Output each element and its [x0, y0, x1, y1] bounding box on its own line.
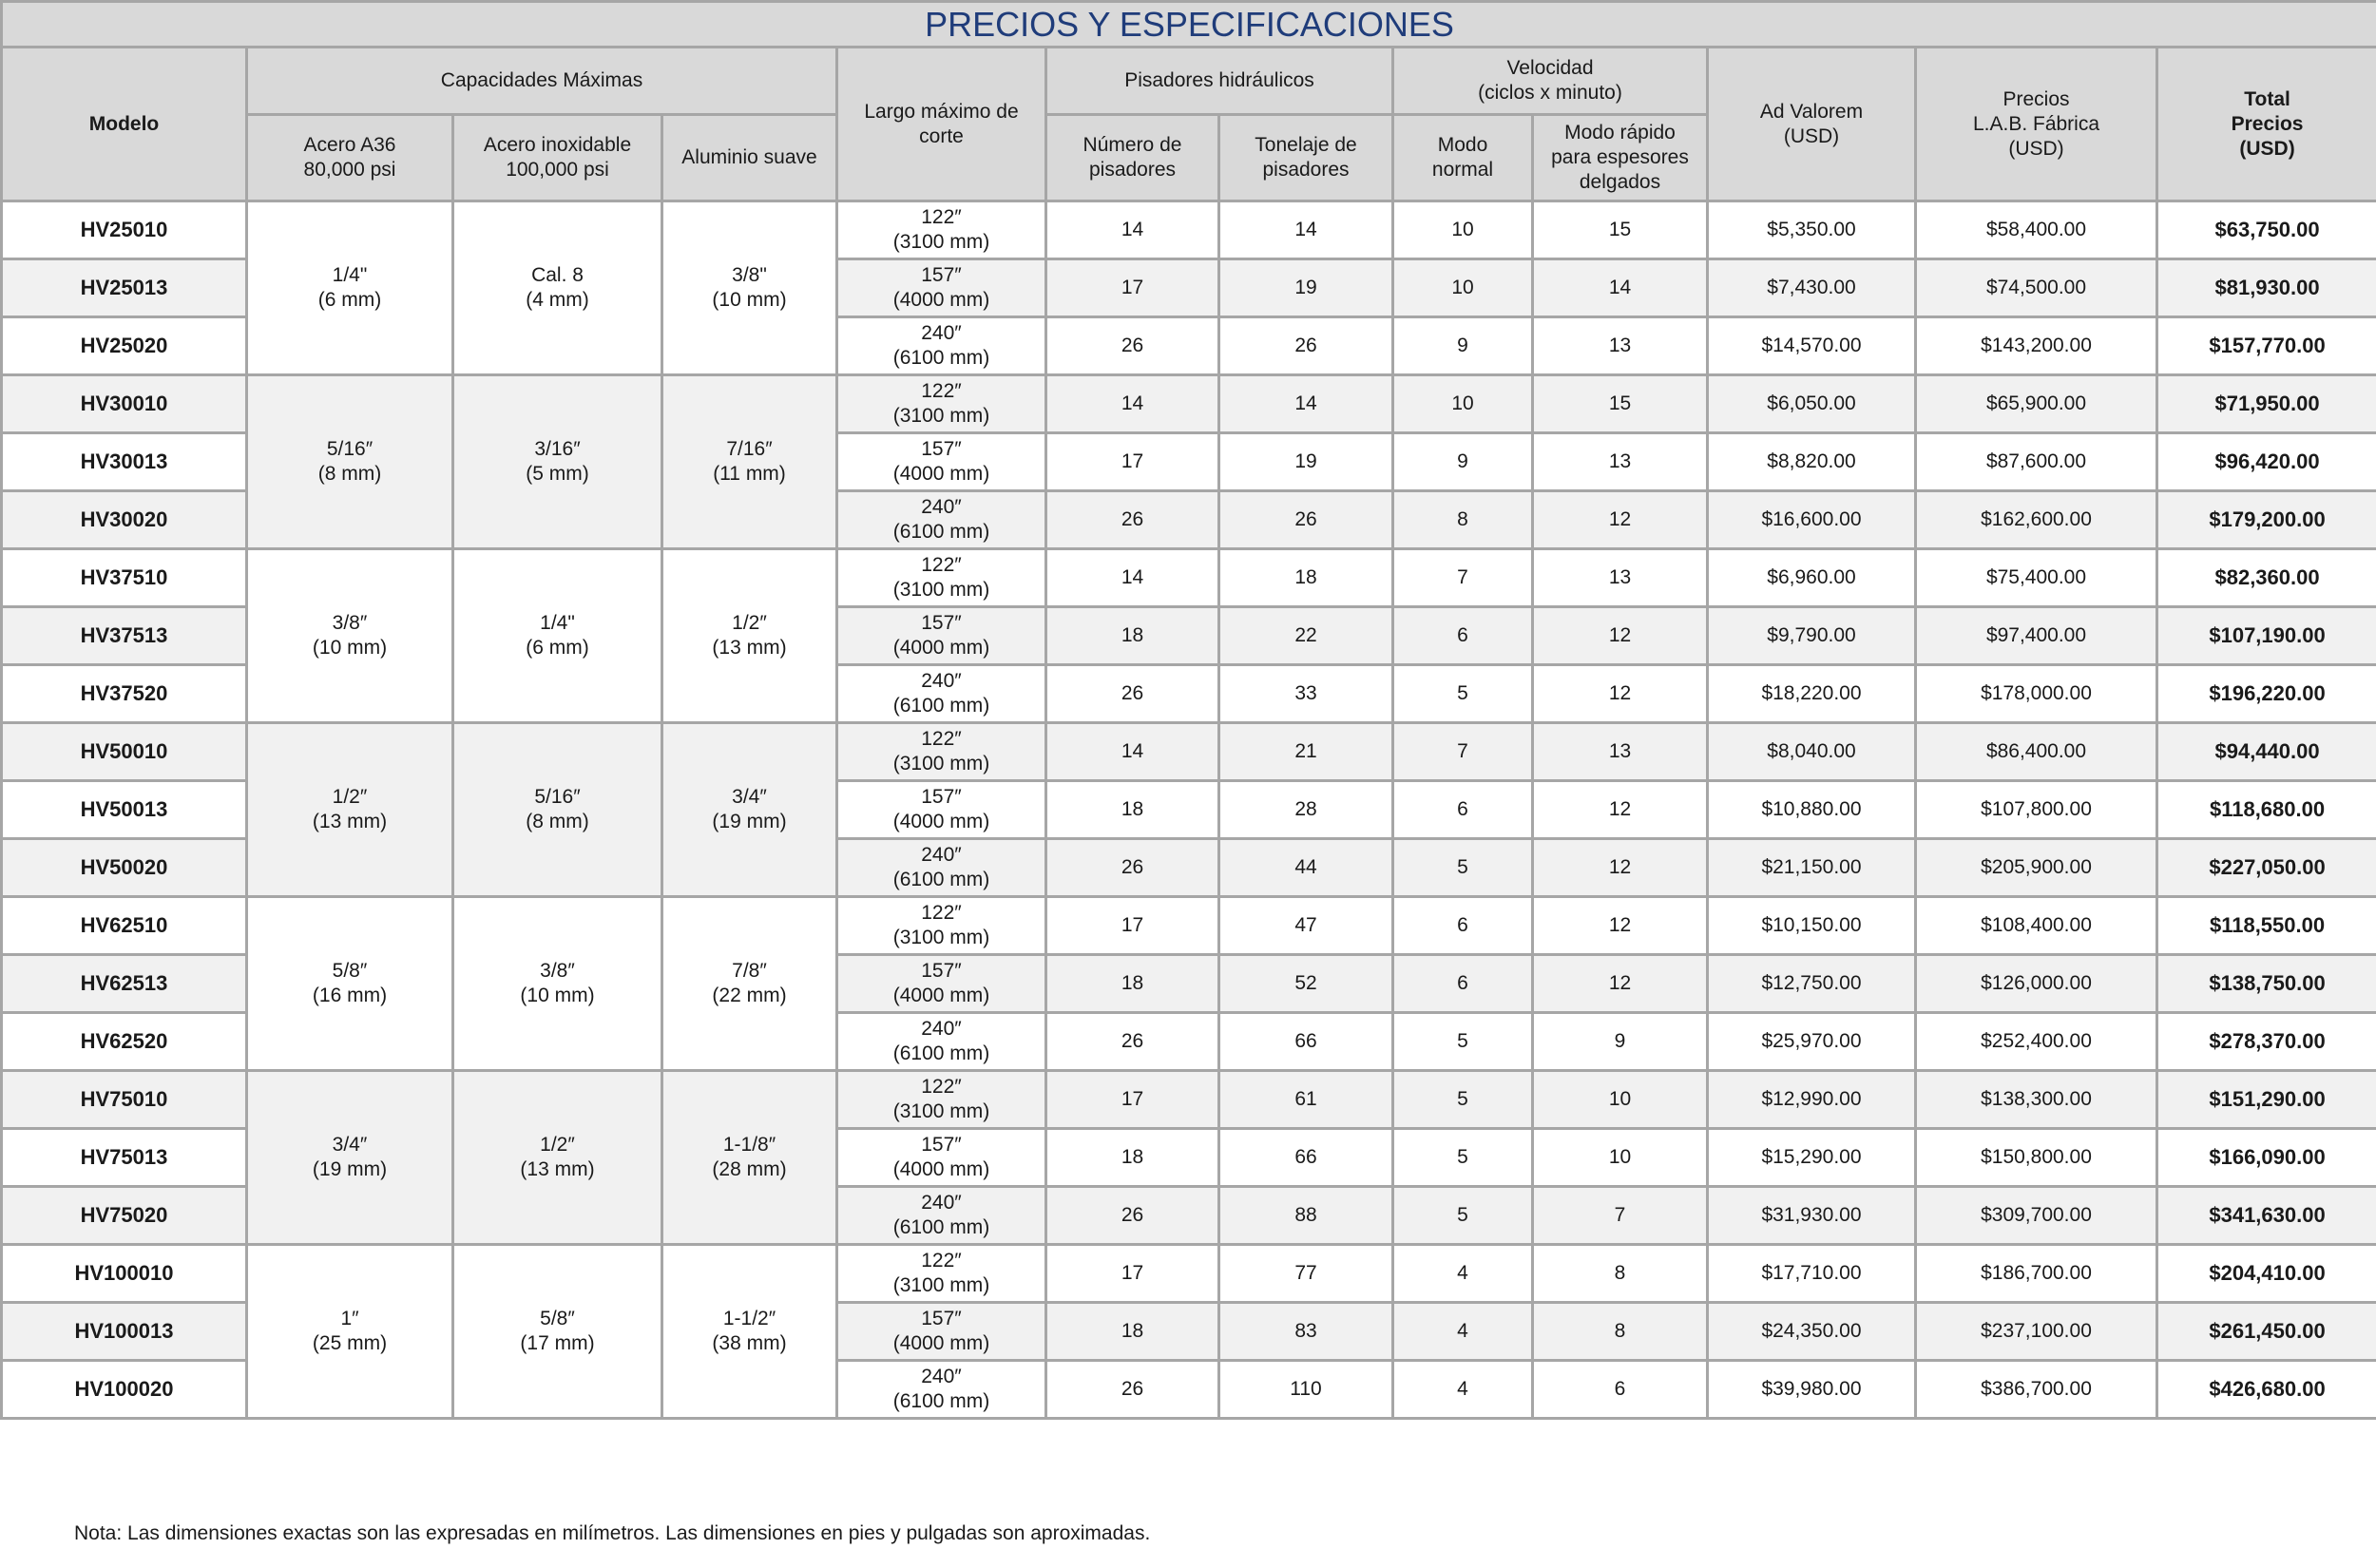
- cell-modo-rapido: 12: [1533, 665, 1708, 723]
- cell-ad-valorem: $14,570.00: [1708, 317, 1916, 375]
- cell-largo: 240″ (6100 mm): [837, 1187, 1046, 1245]
- cell-modo-normal: 8: [1393, 491, 1533, 549]
- cell-ad-valorem: $10,880.00: [1708, 781, 1916, 839]
- cell-aluminio: 1-1/8″ (28 mm): [662, 1071, 837, 1245]
- cell-ad-valorem: $18,220.00: [1708, 665, 1916, 723]
- cell-ad-valorem: $6,050.00: [1708, 375, 1916, 433]
- cell-precio-lab: $65,900.00: [1916, 375, 2157, 433]
- cell-modelo: HV50010: [2, 723, 247, 781]
- cell-total: $227,050.00: [2157, 839, 2376, 897]
- cell-acero-inox: 1/4" (6 mm): [453, 549, 662, 723]
- cell-modelo: HV25020: [2, 317, 247, 375]
- cell-modelo: HV30020: [2, 491, 247, 549]
- cell-modelo: HV37520: [2, 665, 247, 723]
- table-row: [2, 375, 2376, 433]
- cell-ad-valorem: $10,150.00: [1708, 897, 1916, 955]
- cell-modo-normal: 5: [1393, 1071, 1533, 1129]
- cell-largo: 122″ (3100 mm): [837, 201, 1046, 259]
- cell-numero-pisadores: 18: [1046, 955, 1219, 1013]
- cell-precio-lab: $87,600.00: [1916, 433, 2157, 491]
- cell-largo: 240″ (6100 mm): [837, 1013, 1046, 1071]
- cell-total: $107,190.00: [2157, 607, 2376, 665]
- cell-modo-rapido: 12: [1533, 491, 1708, 549]
- cell-numero-pisadores: 26: [1046, 491, 1219, 549]
- cell-tonelaje-pisadores: 61: [1219, 1071, 1393, 1129]
- cell-modo-normal: 5: [1393, 1187, 1533, 1245]
- cell-modo-normal: 6: [1393, 607, 1533, 665]
- cell-tonelaje-pisadores: 18: [1219, 549, 1393, 607]
- cell-ad-valorem: $8,040.00: [1708, 723, 1916, 781]
- table-row: [2, 723, 2376, 781]
- cell-modo-rapido: 15: [1533, 375, 1708, 433]
- cell-modo-normal: 7: [1393, 723, 1533, 781]
- cell-total: $261,450.00: [2157, 1303, 2376, 1361]
- table-row: [2, 201, 2376, 259]
- cell-acero-inox: 1/2″ (13 mm): [453, 1071, 662, 1245]
- cell-numero-pisadores: 17: [1046, 1071, 1219, 1129]
- cell-acero-a36: 3/4″ (19 mm): [247, 1071, 453, 1245]
- cell-ad-valorem: $15,290.00: [1708, 1129, 1916, 1187]
- cell-precio-lab: $186,700.00: [1916, 1245, 2157, 1303]
- cell-numero-pisadores: 14: [1046, 201, 1219, 259]
- cell-precio-lab: $309,700.00: [1916, 1187, 2157, 1245]
- cell-numero-pisadores: 26: [1046, 839, 1219, 897]
- cell-largo: 240″ (6100 mm): [837, 491, 1046, 549]
- header-aluminio: Aluminio suave: [662, 115, 837, 201]
- cell-largo: 122″ (3100 mm): [837, 723, 1046, 781]
- cell-modelo: HV25013: [2, 259, 247, 317]
- cell-modelo: HV50020: [2, 839, 247, 897]
- cell-numero-pisadores: 26: [1046, 1361, 1219, 1419]
- cell-acero-a36: 1/2″ (13 mm): [247, 723, 453, 897]
- cell-total: $82,360.00: [2157, 549, 2376, 607]
- header-acero-inox: Acero inoxidable 100,000 psi: [453, 115, 662, 201]
- cell-tonelaje-pisadores: 52: [1219, 955, 1393, 1013]
- cell-acero-inox: 5/16″ (8 mm): [453, 723, 662, 897]
- cell-modo-normal: 9: [1393, 433, 1533, 491]
- cell-modo-normal: 4: [1393, 1245, 1533, 1303]
- cell-modo-normal: 4: [1393, 1361, 1533, 1419]
- cell-modo-normal: 9: [1393, 317, 1533, 375]
- cell-largo: 122″ (3100 mm): [837, 549, 1046, 607]
- cell-tonelaje-pisadores: 33: [1219, 665, 1393, 723]
- cell-precio-lab: $126,000.00: [1916, 955, 2157, 1013]
- cell-tonelaje-pisadores: 14: [1219, 201, 1393, 259]
- cell-total: $63,750.00: [2157, 201, 2376, 259]
- cell-acero-a36: 1/4" (6 mm): [247, 201, 453, 375]
- cell-modo-rapido: 12: [1533, 607, 1708, 665]
- cell-aluminio: 1/2″ (13 mm): [662, 549, 837, 723]
- cell-modelo: HV75010: [2, 1071, 247, 1129]
- cell-modelo: HV30010: [2, 375, 247, 433]
- cell-numero-pisadores: 26: [1046, 317, 1219, 375]
- cell-modo-normal: 6: [1393, 781, 1533, 839]
- cell-ad-valorem: $16,600.00: [1708, 491, 1916, 549]
- table-row: [2, 1071, 2376, 1129]
- cell-tonelaje-pisadores: 28: [1219, 781, 1393, 839]
- cell-ad-valorem: $21,150.00: [1708, 839, 1916, 897]
- cell-modelo: HV25010: [2, 201, 247, 259]
- cell-modo-rapido: 12: [1533, 955, 1708, 1013]
- cell-modelo: HV100010: [2, 1245, 247, 1303]
- cell-modo-rapido: 6: [1533, 1361, 1708, 1419]
- cell-precio-lab: $58,400.00: [1916, 201, 2157, 259]
- cell-modo-normal: 5: [1393, 665, 1533, 723]
- cell-total: $118,680.00: [2157, 781, 2376, 839]
- cell-total: $204,410.00: [2157, 1245, 2376, 1303]
- cell-ad-valorem: $24,350.00: [1708, 1303, 1916, 1361]
- cell-ad-valorem: $8,820.00: [1708, 433, 1916, 491]
- cell-modo-rapido: 14: [1533, 259, 1708, 317]
- cell-precio-lab: $107,800.00: [1916, 781, 2157, 839]
- cell-largo: 122″ (3100 mm): [837, 375, 1046, 433]
- cell-numero-pisadores: 14: [1046, 549, 1219, 607]
- cell-modelo: HV62520: [2, 1013, 247, 1071]
- cell-modelo: HV75013: [2, 1129, 247, 1187]
- cell-numero-pisadores: 18: [1046, 1129, 1219, 1187]
- cell-modo-rapido: 7: [1533, 1187, 1708, 1245]
- cell-acero-a36: 5/16″ (8 mm): [247, 375, 453, 549]
- cell-aluminio: 1-1/2″ (38 mm): [662, 1245, 837, 1419]
- header-numero-pisadores: Número de pisadores: [1046, 115, 1219, 201]
- cell-acero-a36: 1″ (25 mm): [247, 1245, 453, 1419]
- cell-numero-pisadores: 18: [1046, 781, 1219, 839]
- cell-modo-rapido: 12: [1533, 781, 1708, 839]
- cell-ad-valorem: $17,710.00: [1708, 1245, 1916, 1303]
- cell-total: $196,220.00: [2157, 665, 2376, 723]
- cell-ad-valorem: $12,750.00: [1708, 955, 1916, 1013]
- header-velocidad: Velocidad (ciclos x minuto): [1393, 48, 1708, 115]
- cell-total: $166,090.00: [2157, 1129, 2376, 1187]
- cell-largo: 157″ (4000 mm): [837, 259, 1046, 317]
- cell-tonelaje-pisadores: 44: [1219, 839, 1393, 897]
- cell-modo-normal: 10: [1393, 201, 1533, 259]
- cell-total: $71,950.00: [2157, 375, 2376, 433]
- cell-numero-pisadores: 17: [1046, 433, 1219, 491]
- cell-numero-pisadores: 26: [1046, 1013, 1219, 1071]
- cell-tonelaje-pisadores: 26: [1219, 491, 1393, 549]
- cell-tonelaje-pisadores: 22: [1219, 607, 1393, 665]
- cell-precio-lab: $86,400.00: [1916, 723, 2157, 781]
- cell-acero-inox: 3/16″ (5 mm): [453, 375, 662, 549]
- cell-ad-valorem: $6,960.00: [1708, 549, 1916, 607]
- cell-modo-normal: 5: [1393, 1013, 1533, 1071]
- cell-tonelaje-pisadores: 19: [1219, 433, 1393, 491]
- cell-largo: 122″ (3100 mm): [837, 897, 1046, 955]
- header-modo-rapido: Modo rápido para espesores delgados: [1533, 115, 1708, 201]
- cell-acero-a36: 5/8″ (16 mm): [247, 897, 453, 1071]
- cell-largo: 157″ (4000 mm): [837, 781, 1046, 839]
- cell-total: $118,550.00: [2157, 897, 2376, 955]
- cell-largo: 240″ (6100 mm): [837, 839, 1046, 897]
- cell-total: $81,930.00: [2157, 259, 2376, 317]
- cell-modo-normal: 6: [1393, 897, 1533, 955]
- cell-modo-rapido: 10: [1533, 1129, 1708, 1187]
- cell-precio-lab: $150,800.00: [1916, 1129, 2157, 1187]
- cell-total: $341,630.00: [2157, 1187, 2376, 1245]
- cell-precio-lab: $138,300.00: [1916, 1071, 2157, 1129]
- cell-tonelaje-pisadores: 66: [1219, 1013, 1393, 1071]
- cell-largo: 122″ (3100 mm): [837, 1245, 1046, 1303]
- header-modelo: Modelo: [2, 48, 247, 201]
- cell-ad-valorem: $5,350.00: [1708, 201, 1916, 259]
- cell-modo-rapido: 13: [1533, 723, 1708, 781]
- cell-ad-valorem: $31,930.00: [1708, 1187, 1916, 1245]
- cell-tonelaje-pisadores: 83: [1219, 1303, 1393, 1361]
- table-row: [2, 1245, 2376, 1303]
- cell-precio-lab: $205,900.00: [1916, 839, 2157, 897]
- cell-numero-pisadores: 26: [1046, 1187, 1219, 1245]
- cell-precio-lab: $75,400.00: [1916, 549, 2157, 607]
- cell-ad-valorem: $12,990.00: [1708, 1071, 1916, 1129]
- cell-ad-valorem: $25,970.00: [1708, 1013, 1916, 1071]
- cell-tonelaje-pisadores: 14: [1219, 375, 1393, 433]
- table-row: [2, 897, 2376, 955]
- cell-tonelaje-pisadores: 88: [1219, 1187, 1393, 1245]
- cell-modo-rapido: 9: [1533, 1013, 1708, 1071]
- cell-tonelaje-pisadores: 66: [1219, 1129, 1393, 1187]
- cell-total: $179,200.00: [2157, 491, 2376, 549]
- cell-modelo: HV62513: [2, 955, 247, 1013]
- cell-aluminio: 7/8″ (22 mm): [662, 897, 837, 1071]
- cell-modo-normal: 10: [1393, 259, 1533, 317]
- cell-acero-a36: 3/8″ (10 mm): [247, 549, 453, 723]
- cell-largo: 157″ (4000 mm): [837, 1303, 1046, 1361]
- cell-precio-lab: $252,400.00: [1916, 1013, 2157, 1071]
- cell-modo-rapido: 13: [1533, 317, 1708, 375]
- cell-modelo: HV100020: [2, 1361, 247, 1419]
- cell-tonelaje-pisadores: 77: [1219, 1245, 1393, 1303]
- header-total: Total Precios (USD): [2157, 48, 2376, 201]
- cell-tonelaje-pisadores: 47: [1219, 897, 1393, 955]
- cell-total: $278,370.00: [2157, 1013, 2376, 1071]
- cell-acero-inox: 5/8″ (17 mm): [453, 1245, 662, 1419]
- header-ad-valorem: Ad Valorem (USD): [1708, 48, 1916, 201]
- cell-modo-normal: 5: [1393, 1129, 1533, 1187]
- cell-largo: 157″ (4000 mm): [837, 1129, 1046, 1187]
- header-pisadores: Pisadores hidráulicos: [1046, 48, 1393, 115]
- cell-modo-rapido: 8: [1533, 1303, 1708, 1361]
- cell-total: $157,770.00: [2157, 317, 2376, 375]
- cell-modo-normal: 7: [1393, 549, 1533, 607]
- cell-modo-rapido: 12: [1533, 839, 1708, 897]
- cell-modo-normal: 10: [1393, 375, 1533, 433]
- cell-modelo: HV75020: [2, 1187, 247, 1245]
- cell-ad-valorem: $39,980.00: [1708, 1361, 1916, 1419]
- cell-largo: 157″ (4000 mm): [837, 607, 1046, 665]
- cell-numero-pisadores: 17: [1046, 259, 1219, 317]
- cell-tonelaje-pisadores: 19: [1219, 259, 1393, 317]
- cell-modelo: HV30013: [2, 433, 247, 491]
- cell-aluminio: 3/8" (10 mm): [662, 201, 837, 375]
- cell-total: $96,420.00: [2157, 433, 2376, 491]
- cell-modo-rapido: 8: [1533, 1245, 1708, 1303]
- header-precios-lab: Precios L.A.B. Fábrica (USD): [1916, 48, 2157, 201]
- cell-ad-valorem: $7,430.00: [1708, 259, 1916, 317]
- cell-numero-pisadores: 18: [1046, 607, 1219, 665]
- header-capacidades: Capacidades Máximas: [247, 48, 837, 115]
- cell-numero-pisadores: 18: [1046, 1303, 1219, 1361]
- table-body: [2, 201, 2376, 1419]
- cell-modelo: HV37513: [2, 607, 247, 665]
- cell-acero-inox: 3/8″ (10 mm): [453, 897, 662, 1071]
- header-acero-a36: Acero A36 80,000 psi: [247, 115, 453, 201]
- cell-largo: 240″ (6100 mm): [837, 1361, 1046, 1419]
- cell-modo-normal: 5: [1393, 839, 1533, 897]
- cell-precio-lab: $74,500.00: [1916, 259, 2157, 317]
- cell-modo-rapido: 10: [1533, 1071, 1708, 1129]
- cell-aluminio: 3/4″ (19 mm): [662, 723, 837, 897]
- header-largo: Largo máximo de corte: [837, 48, 1046, 201]
- cell-largo: 240″ (6100 mm): [837, 665, 1046, 723]
- cell-tonelaje-pisadores: 110: [1219, 1361, 1393, 1419]
- cell-numero-pisadores: 17: [1046, 897, 1219, 955]
- cell-modo-normal: 6: [1393, 955, 1533, 1013]
- cell-modo-rapido: 15: [1533, 201, 1708, 259]
- cell-numero-pisadores: 26: [1046, 665, 1219, 723]
- cell-precio-lab: $97,400.00: [1916, 607, 2157, 665]
- cell-precio-lab: $162,600.00: [1916, 491, 2157, 549]
- cell-acero-inox: Cal. 8 (4 mm): [453, 201, 662, 375]
- cell-modelo: HV100013: [2, 1303, 247, 1361]
- cell-modo-rapido: 12: [1533, 897, 1708, 955]
- cell-precio-lab: $237,100.00: [1916, 1303, 2157, 1361]
- cell-modo-rapido: 13: [1533, 549, 1708, 607]
- cell-modo-rapido: 13: [1533, 433, 1708, 491]
- cell-numero-pisadores: 14: [1046, 723, 1219, 781]
- cell-modo-normal: 4: [1393, 1303, 1533, 1361]
- cell-modelo: HV62510: [2, 897, 247, 955]
- cell-largo: 157″ (4000 mm): [837, 955, 1046, 1013]
- table-title: PRECIOS Y ESPECIFICACIONES: [2, 2, 2376, 48]
- cell-total: $94,440.00: [2157, 723, 2376, 781]
- cell-precio-lab: $178,000.00: [1916, 665, 2157, 723]
- cell-largo: 240″ (6100 mm): [837, 317, 1046, 375]
- cell-precio-lab: $143,200.00: [1916, 317, 2157, 375]
- footnote: Nota: Las dimensiones exactas son las expresadas en milímetros. Las dimensiones en pies y pulgadas son aproximadas.: [74, 1522, 1151, 1544]
- cell-largo: 122″ (3100 mm): [837, 1071, 1046, 1129]
- cell-aluminio: 7/16″ (11 mm): [662, 375, 837, 549]
- header-tonelaje-pisadores: Tonelaje de pisadores: [1219, 115, 1393, 201]
- cell-numero-pisadores: 14: [1046, 375, 1219, 433]
- cell-numero-pisadores: 17: [1046, 1245, 1219, 1303]
- cell-total: $151,290.00: [2157, 1071, 2376, 1129]
- cell-largo: 157″ (4000 mm): [837, 433, 1046, 491]
- cell-tonelaje-pisadores: 26: [1219, 317, 1393, 375]
- table-row: [2, 549, 2376, 607]
- cell-total: $426,680.00: [2157, 1361, 2376, 1419]
- cell-total: $138,750.00: [2157, 955, 2376, 1013]
- cell-modelo: HV37510: [2, 549, 247, 607]
- cell-precio-lab: $108,400.00: [1916, 897, 2157, 955]
- cell-modelo: HV50013: [2, 781, 247, 839]
- cell-precio-lab: $386,700.00: [1916, 1361, 2157, 1419]
- cell-tonelaje-pisadores: 21: [1219, 723, 1393, 781]
- cell-ad-valorem: $9,790.00: [1708, 607, 1916, 665]
- header-modo-normal: Modo normal: [1393, 115, 1533, 201]
